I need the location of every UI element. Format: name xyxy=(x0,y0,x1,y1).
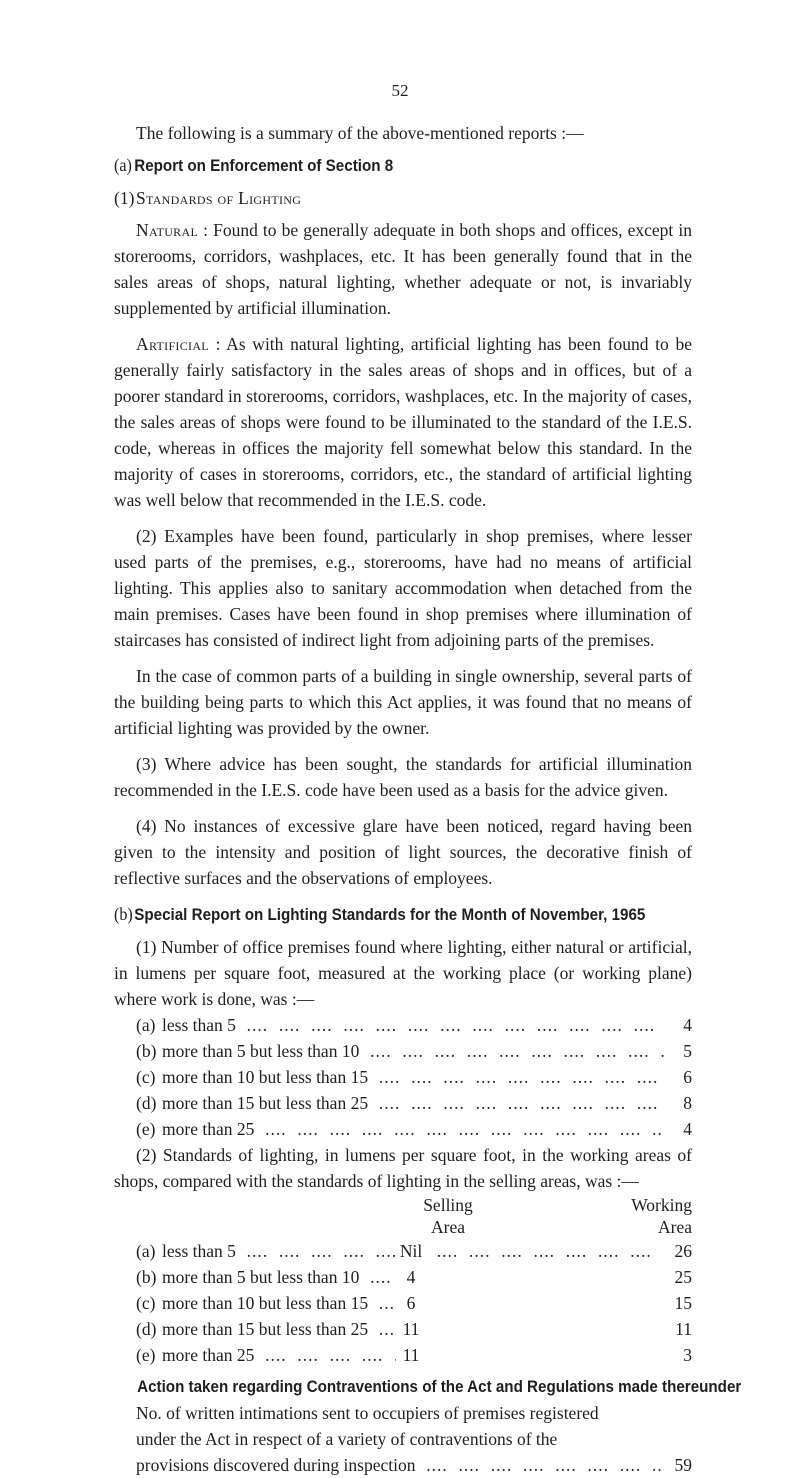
list-item: (b) more than 5 but less than 10 .... 5 xyxy=(136,1038,692,1064)
natural-text: : Found to be generally adequate in both shops and offices, except in storerooms, corridors, washplaces, etc. It has been generally found that in the sales areas of shops, natural lighting, whether adequate or not, is invariably supplemented by artificial illumination. xyxy=(114,220,692,318)
list-item: (a) less than 5 .... 4 xyxy=(136,1012,692,1038)
paragraph-a3: (3) Where advice has been sought, the standards for artificial illumination recommended in the I.E.S. code have been used as a basis for the advice given. xyxy=(114,754,692,800)
section-b-heading xyxy=(114,901,646,928)
sub1-label: (1) xyxy=(114,188,135,208)
paragraph-a2: (2) Examples have been found, particularly in shop premises, where lesser used parts of the premises, e.g., storerooms, have had no means of artificial lighting. This applies also to sanitary accommodation when detached from the main premises. Cases have been found in shop premises where illumination of staircases has consisted of indirect light from adjoining parts of the premises. xyxy=(114,526,692,650)
section-b-title: Special Report on Lighting Standards for the Month of November, 1965 xyxy=(134,906,646,924)
table-header-row-1 xyxy=(136,1194,692,1216)
action-heading: Action taken regarding Contraventions of the Act and Regulations made thereunder xyxy=(137,1378,742,1396)
section-a-heading xyxy=(114,152,646,179)
shop-lighting-table xyxy=(136,1194,692,1368)
section-b-label: (b) xyxy=(114,904,133,924)
table-row: (b) more than 5 but less than 10 .... 4 25 xyxy=(136,1264,692,1290)
office-lighting-list xyxy=(136,1012,692,1142)
paragraph-b1: (1) Number of office premises found where lighting, either natural or artificial, in lumens per square foot, measured at the working place (or working plane) where work is done, was :— xyxy=(114,937,692,1009)
table-header-row-2 xyxy=(136,1216,692,1238)
section-a-title: Report on Enforcement of Section 8 xyxy=(134,157,394,175)
action-paragraph xyxy=(136,1400,692,1478)
table-row: (c) more than 10 but less than 15 .... 6 15 xyxy=(136,1290,692,1316)
table-row: (d) more than 15 but less than 25 .... 11 11 xyxy=(136,1316,692,1342)
action-line-1: No. of written intimations sent to occupiers of premises registered xyxy=(136,1403,599,1423)
action-line-3: provisions discovered during inspection .... 59 xyxy=(136,1452,692,1478)
working-subheader: Area xyxy=(657,1217,692,1237)
selling-header: Selling xyxy=(423,1195,473,1215)
paragraph-b2: (2) Standards of lighting, in lumens per square foot, in the working areas of shops, compared with the standards of lighting in the selling areas, was :— xyxy=(114,1145,692,1191)
intro-paragraph: The following is a summary of the above-mentioned reports :— xyxy=(136,123,584,143)
action-value: 59 xyxy=(674,1455,692,1475)
list-item: (e) more than 25 .... 4 xyxy=(136,1116,692,1142)
artificial-term: Artificial xyxy=(136,334,209,354)
list-item: (c) more than 10 but less than 15 .... 6 xyxy=(136,1064,692,1090)
artificial-text: : As with natural lighting, artificial lighting has been found to be generally fairly satisfactory in the sales areas of shops and in offices, but of a poorer standard in storerooms, corridors, washplaces, etc. In the majority of cases, the sales areas of shops were found to be illuminated to the standard of the I.E.S. code, whereas in offices the majority fell somewhat below this standard. In the majority of cases in storerooms, corridors, etc., the standard of artificial lighting was well below that recommended in the I.E.S. code. xyxy=(114,334,692,510)
table-row: (a) less than 5 .... Nil .... 26 xyxy=(136,1238,692,1264)
selling-subheader: Area xyxy=(430,1217,465,1237)
section-a-label: (a) xyxy=(114,155,132,175)
list-item: (d) more than 15 but less than 25 .... 8 xyxy=(136,1090,692,1116)
page-number: 52 xyxy=(391,81,409,100)
action-line-2: under the Act in respect of a variety of contraventions of the xyxy=(136,1429,558,1449)
sub1-title: Standards of Lighting xyxy=(136,188,302,208)
paragraph-a4: (4) No instances of excessive glare have been noticed, regard having been given to the intensity and position of light sources, the decorative finish of reflective surfaces and the observations of employees. xyxy=(114,816,692,888)
working-header: Working xyxy=(631,1195,692,1215)
table-row: (e) more than 25 .... 11 3 xyxy=(136,1342,692,1368)
artificial-paragraph xyxy=(114,331,692,513)
page-content xyxy=(114,120,742,1478)
natural-term: Natural xyxy=(136,220,199,240)
standards-of-lighting-heading xyxy=(114,185,692,211)
natural-paragraph xyxy=(114,217,692,321)
paragraph-a2b: In the case of common parts of a building in single ownership, several parts of the building being parts to which this Act applies, it was found that no means of artificial lighting was provided by the owner. xyxy=(114,666,692,738)
